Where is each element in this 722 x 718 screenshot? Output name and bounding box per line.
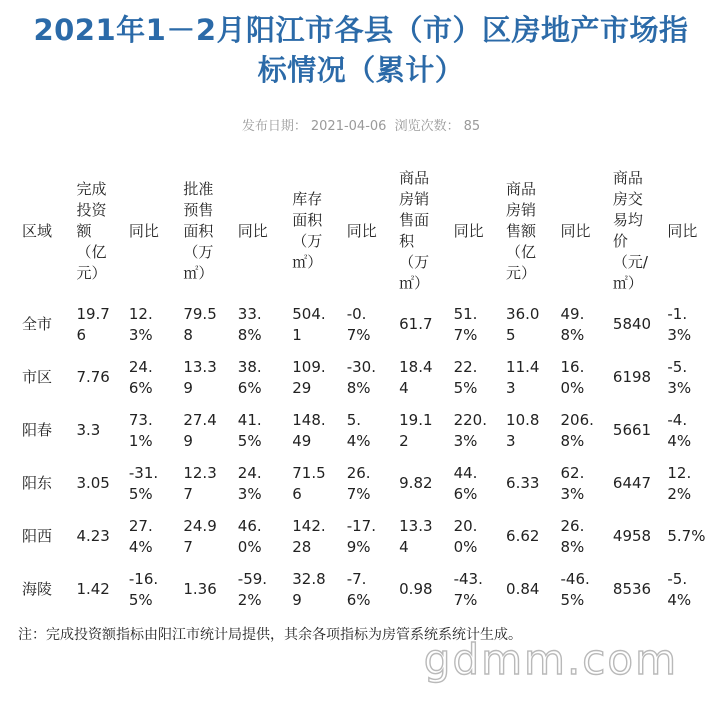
table-cell: -30.8%	[346, 357, 376, 397]
table-cell: 海陵	[22, 580, 53, 598]
table-cell: 142.28	[292, 516, 326, 556]
column-header-investment-yoy: 同比	[128, 221, 159, 240]
table-cell: -5.4%	[667, 569, 692, 609]
table-cell: 33.8%	[237, 304, 262, 344]
table-cell: 13.39	[183, 357, 217, 397]
table-cell: 5661	[612, 421, 652, 439]
table-cell: 220.3%	[453, 410, 487, 450]
table-cell: 12.37	[183, 463, 217, 503]
table-cell: 13.34	[399, 516, 433, 556]
table-cell: 18.44	[399, 357, 433, 397]
table-row	[14, 563, 714, 616]
table-cell: 20.0%	[453, 516, 478, 556]
table-cell: 6.33	[506, 474, 540, 492]
table-cell: 26.7%	[346, 463, 371, 503]
table-cell: 6198	[612, 368, 652, 386]
table-cell: -4.4%	[667, 410, 692, 450]
table-cell: 73.1%	[128, 410, 153, 450]
table-cell: 44.6%	[453, 463, 478, 503]
table-cell: 22.5%	[453, 357, 478, 397]
column-header-stock-area: 库存面积（万㎡）	[292, 190, 323, 271]
column-header-sales-area: 商品房销售面积（万㎡）	[399, 169, 430, 292]
column-header-avg-price-yoy: 同比	[667, 221, 698, 240]
table-cell: -1.3%	[667, 304, 692, 344]
table-cell: 6447	[612, 474, 652, 492]
table-cell: -7.6%	[346, 569, 371, 609]
table-row	[14, 510, 714, 563]
table-cell: 全市	[22, 315, 53, 333]
table-cell: 38.6%	[237, 357, 262, 397]
table-cell: 9.82	[399, 474, 433, 492]
article-title	[0, 10, 722, 90]
table-row	[14, 298, 714, 351]
table-cell: 32.89	[292, 569, 326, 609]
table-header-row	[14, 164, 714, 298]
table-cell: 51.7%	[453, 304, 478, 344]
publish-date: 2021-04-06	[310, 119, 387, 134]
table-cell: 0.98	[399, 580, 433, 598]
table-cell: 504.1	[292, 304, 326, 344]
table-cell: 4958	[612, 527, 652, 545]
table-cell: 26.8%	[560, 516, 585, 556]
table-cell: 16.0%	[560, 357, 585, 397]
publish-date-label: 发布日期：	[241, 119, 307, 134]
column-header-avg-price: 商品房交易均价（元/㎡）	[612, 169, 648, 292]
column-header-region: 区域	[22, 221, 53, 240]
table-cell: 阳东	[22, 474, 53, 492]
column-header-stock-yoy: 同比	[346, 221, 377, 240]
table-cell: 5.4%	[346, 410, 371, 450]
table-cell: 市区	[22, 368, 53, 386]
article-meta	[0, 117, 722, 137]
table-cell: 5.7%	[667, 527, 706, 545]
table-cell: -0.7%	[346, 304, 371, 344]
table-cell: 11.43	[506, 357, 540, 397]
table-cell: 3.05	[76, 474, 110, 492]
table-cell: 4.23	[76, 527, 110, 545]
table-cell: 148.49	[292, 410, 326, 450]
table-cell: -43.7%	[453, 569, 483, 609]
table-cell: 10.83	[506, 410, 540, 450]
table-cell: 12.3%	[128, 304, 153, 344]
column-header-presale-yoy: 同比	[237, 221, 268, 240]
table-cell: -5.3%	[667, 357, 692, 397]
article-title-line-2: 标情况（累计）	[257, 53, 465, 87]
table-row	[14, 457, 714, 510]
views-label: 浏览次数：	[394, 119, 460, 134]
table-cell: 阳春	[22, 421, 53, 439]
table-cell: -46.5%	[560, 569, 590, 609]
table-row	[14, 404, 714, 457]
table-cell: 阳西	[22, 527, 53, 545]
table-cell: 5840	[612, 315, 652, 333]
table-cell: 27.49	[183, 410, 217, 450]
table-cell: 36.05	[506, 304, 540, 344]
table-cell: 71.56	[292, 463, 326, 503]
table-cell: -17.9%	[346, 516, 376, 556]
table-cell: 0.84	[506, 580, 540, 598]
table-cell: 8536	[612, 580, 652, 598]
table-cell: 109.29	[292, 357, 326, 397]
table-cell: -31.5%	[128, 463, 159, 503]
table-cell: 3.3	[76, 421, 101, 439]
table-cell: 49.8%	[560, 304, 585, 344]
table-cell: 62.3%	[560, 463, 585, 503]
table-cell: -59.2%	[237, 569, 268, 609]
table-cell: 206.8%	[560, 410, 594, 450]
table-cell: 19.12	[399, 410, 433, 450]
table-cell: 27.4%	[128, 516, 153, 556]
table-row	[14, 351, 714, 404]
table-cell: 1.42	[76, 580, 110, 598]
table-cell: 24.97	[183, 516, 217, 556]
column-header-presale-area: 批准预售面积（万㎡）	[183, 179, 214, 282]
table-cell: 79.58	[183, 304, 217, 344]
table-cell: 7.76	[76, 368, 110, 386]
table-cell: 46.0%	[237, 516, 262, 556]
table-cell: 19.76	[76, 304, 110, 344]
column-header-investment: 完成投资额（亿元）	[76, 179, 107, 282]
column-header-sales-amount-yoy: 同比	[560, 221, 591, 240]
table-cell: -16.5%	[128, 569, 159, 609]
table-cell: 41.5%	[237, 410, 262, 450]
table-cell: 24.6%	[128, 357, 153, 397]
column-header-sales-area-yoy: 同比	[453, 221, 484, 240]
real-estate-table	[14, 164, 714, 616]
table-cell: 12.2%	[667, 463, 692, 503]
site-watermark: gdmm.com	[423, 635, 678, 684]
footnote: 注：完成投资额指标由阳江市统计局提供，其余各项指标为房管系统系统计生成。	[18, 627, 522, 643]
table-cell: 1.36	[183, 580, 217, 598]
column-header-sales-amount: 商品房销售额（亿元）	[506, 179, 537, 282]
table-cell: 6.62	[506, 527, 540, 545]
table-cell: 24.3%	[237, 463, 262, 503]
article-title-line-1: 2021年1－2月阳江市各县（市）区房地产市场指	[33, 13, 689, 47]
table-cell: 61.7	[399, 315, 433, 333]
views-count: 85	[463, 119, 481, 134]
